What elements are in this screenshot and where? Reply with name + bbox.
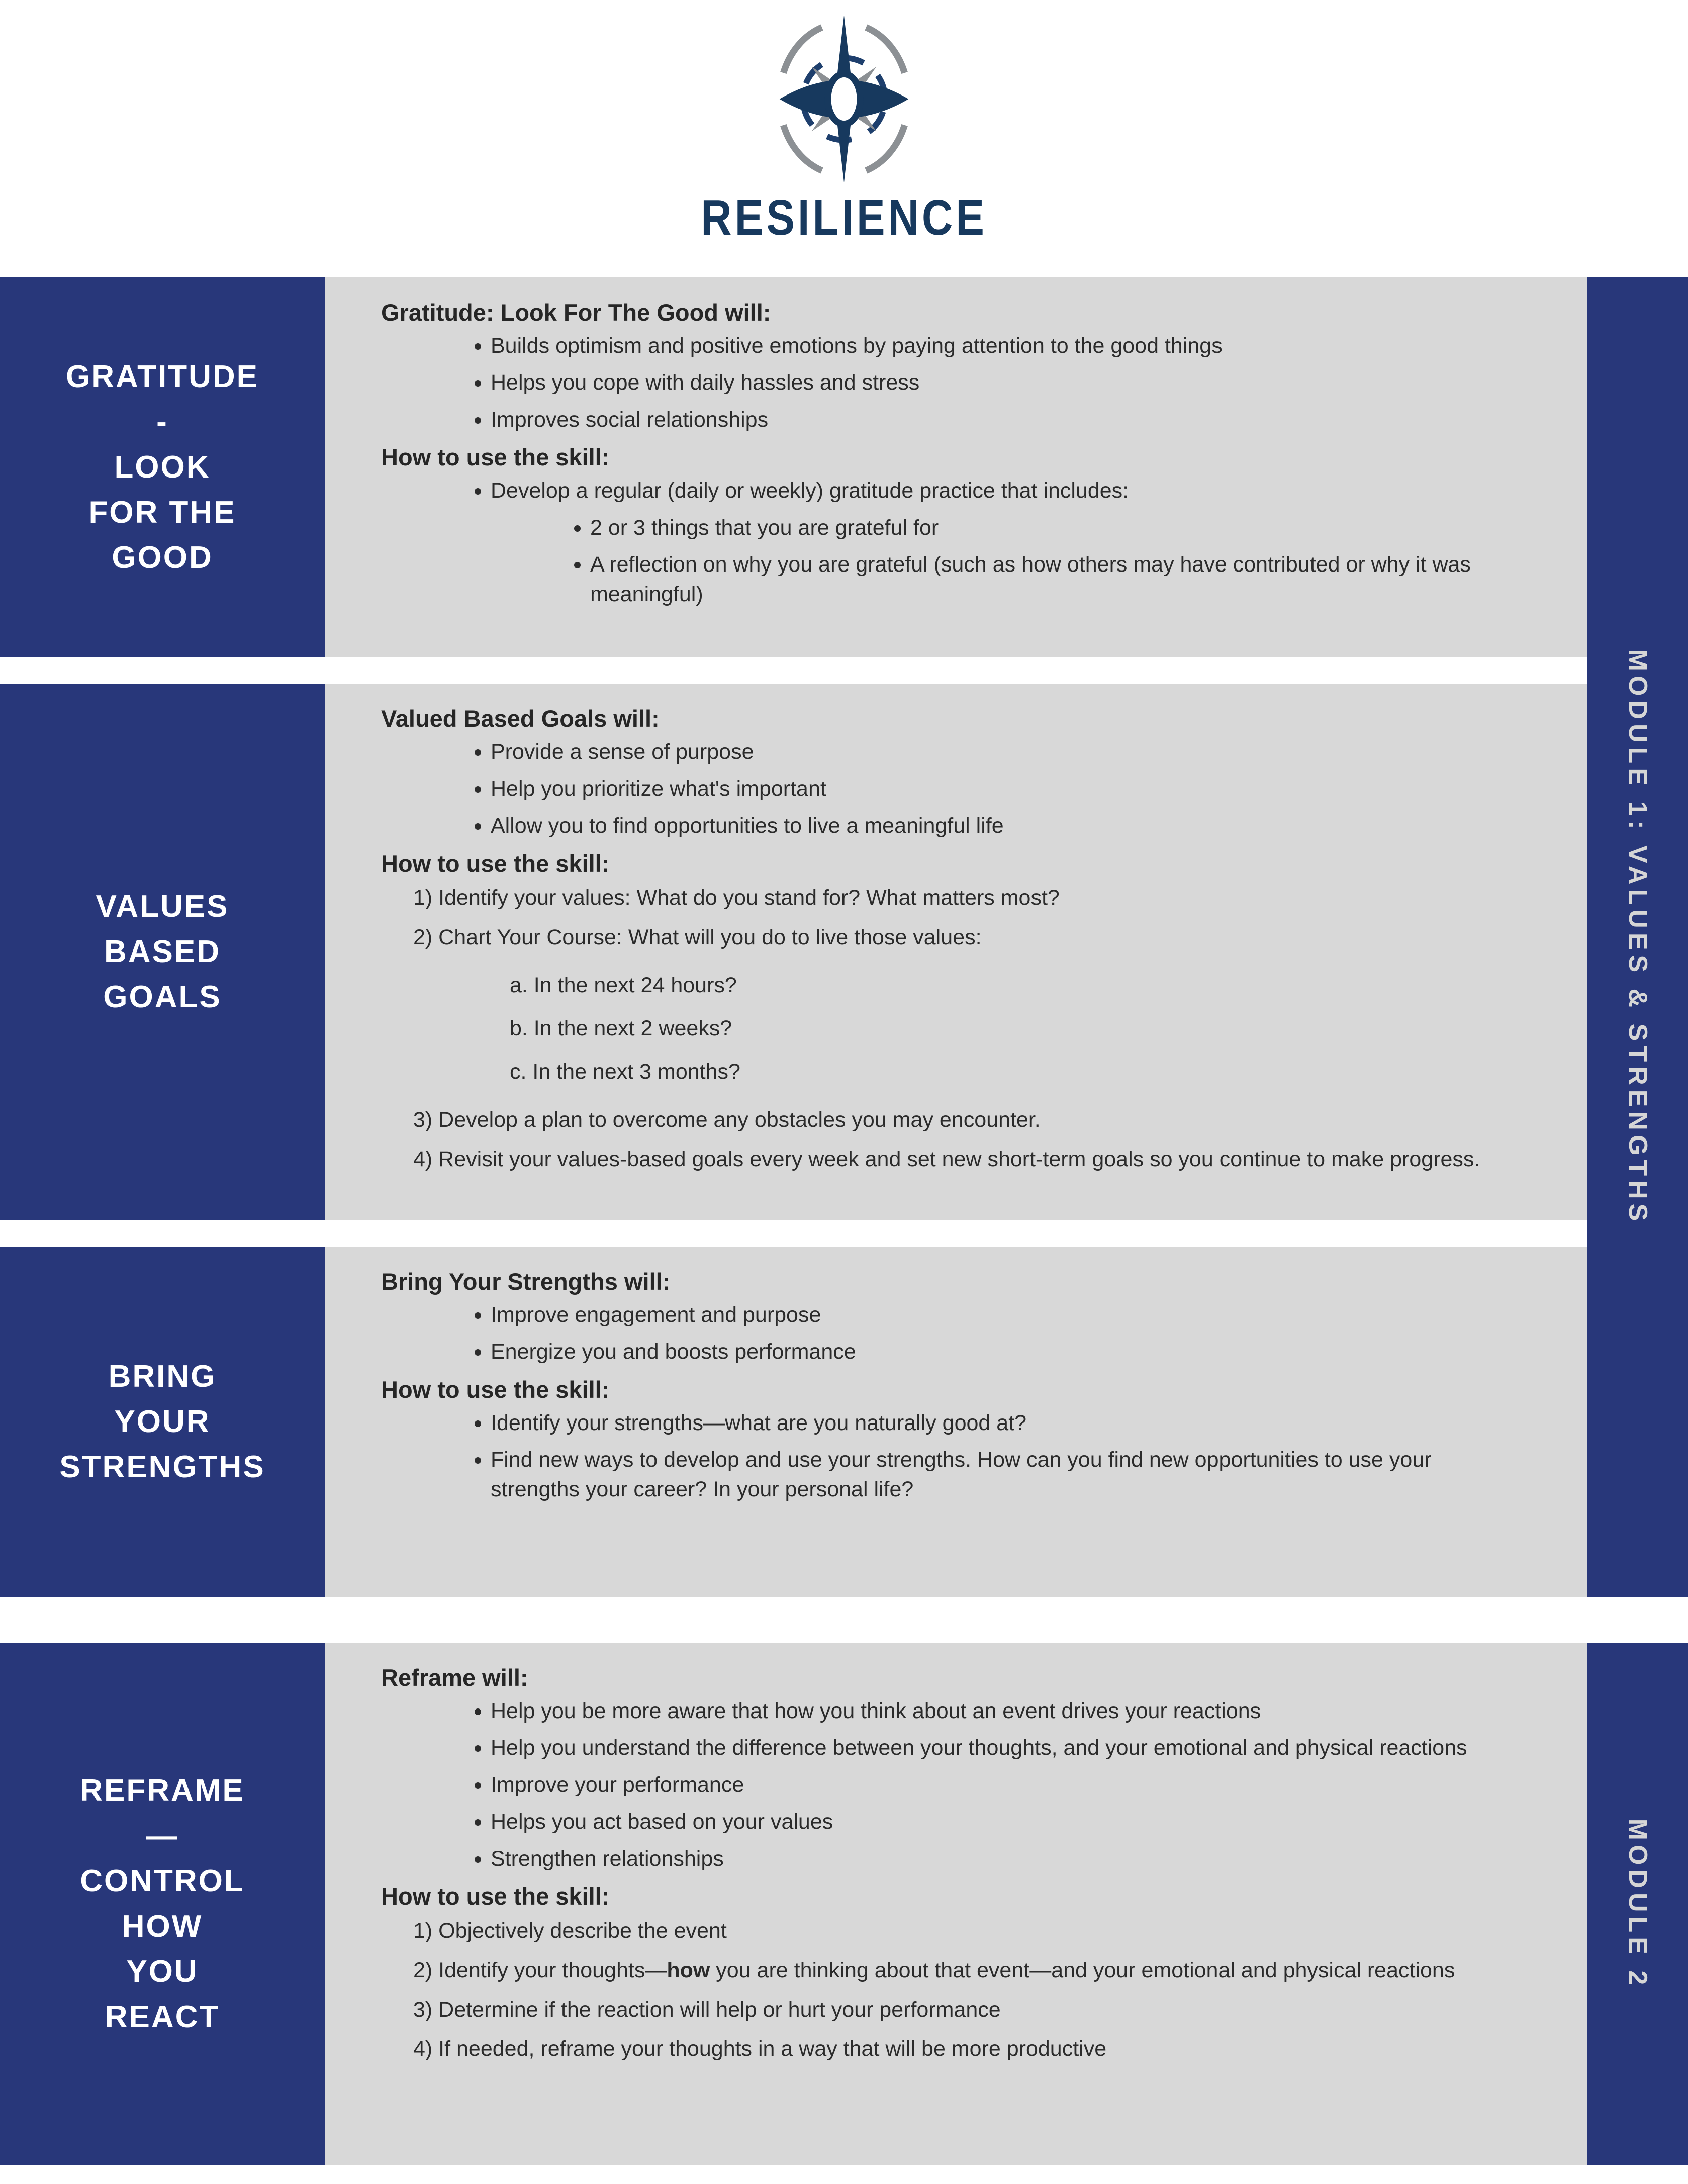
- strengths-sidebar: [0, 1247, 325, 1597]
- list-item: a. In the next 24 hours?: [510, 973, 737, 998]
- module1-label: MODULE 1: VALUES & STRENGTHS: [1623, 649, 1652, 1226]
- strengths-content-panel: [325, 1247, 1587, 1597]
- list-item: 3) Determine if the reaction will help or hurt your performance: [413, 1998, 1001, 2022]
- values-sidebar: [0, 684, 325, 1220]
- list-item: • Builds optimism and positive emotions by paying attention to the good things: [491, 331, 1522, 360]
- values-heading: Valued Based Goals will:: [381, 705, 660, 732]
- sidebar-line: BRING: [108, 1359, 217, 1394]
- sidebar-line: VALUES: [96, 889, 229, 924]
- list-item: • Improve engagement and purpose: [491, 1300, 1522, 1330]
- reframe-sidebar-label: [80, 1768, 245, 2039]
- sidebar-line: YOU: [126, 1954, 199, 1989]
- list-item: • A reflection on why you are grateful (such as how others may have contributed or why it was meaningful): [590, 550, 1522, 609]
- strengths-howto-list: [381, 1408, 1522, 1504]
- sidebar-line: LOOK: [114, 450, 211, 485]
- reframe-sidebar: [0, 1643, 325, 2165]
- list-item: c. In the next 3 months?: [510, 1060, 740, 1084]
- sidebar-line: STRENGTHS: [59, 1449, 265, 1484]
- list-item: 2) Identify your thoughts—how you are thinking about that event—and your emotional and physical reactions: [413, 1958, 1455, 1982]
- sidebar-line: GOOD: [112, 540, 213, 575]
- sidebar-line: —: [146, 1819, 179, 1854]
- list-item: • Help you prioritize what's important: [491, 774, 1522, 803]
- values-benefits-list: [381, 737, 1522, 840]
- strengths-heading: Bring Your Strengths will:: [381, 1268, 671, 1295]
- list-item: 4) If needed, reframe your thoughts in a way that will be more productive: [413, 2037, 1107, 2061]
- list-item: 1) Identify your values: What do you stand for? What matters most?: [413, 886, 1060, 910]
- section-bring-your-strengths: [0, 1247, 1688, 1597]
- list-item: b. In the next 2 weeks?: [510, 1016, 732, 1041]
- list-item: • Find new ways to develop and use your strengths. How can you find new opportunities to use your strengths your career? In your personal life?: [491, 1445, 1522, 1504]
- list-item: • Provide a sense of purpose: [491, 737, 1522, 767]
- list-item: • Improve your performance: [491, 1770, 1522, 1799]
- gratitude-howto-sublist: [491, 513, 1522, 609]
- gratitude-sidebar-label: [66, 354, 259, 580]
- list-item: • Allow you to find opportunities to live a meaningful life: [491, 811, 1522, 840]
- list-item: • Identify your strengths—what are you naturally good at?: [491, 1408, 1522, 1438]
- module2-label: MODULE 2: [1623, 1818, 1652, 1990]
- list-item: • Helps you cope with daily hassles and stress: [491, 368, 1522, 397]
- sidebar-line: HOW: [122, 1909, 203, 1944]
- sidebar-line: REFRAME: [80, 1773, 245, 1809]
- list-item: • Energize you and boosts performance: [491, 1337, 1522, 1366]
- strengths-howto-heading: How to use the skill:: [381, 1376, 610, 1403]
- gratitude-benefits-list: [381, 331, 1522, 434]
- reframe-content-panel: [325, 1643, 1587, 2165]
- list-item: 1) Objectively describe the event: [413, 1919, 727, 1943]
- reframe-heading: Reframe will:: [381, 1664, 528, 1691]
- section-values-based-goals: [0, 684, 1688, 1220]
- strengths-benefits-list: [381, 1300, 1522, 1367]
- compass-icon: [761, 11, 927, 187]
- values-steps-tail-list: [381, 1104, 1522, 1175]
- values-substeps-list: [381, 970, 1522, 1087]
- list-item: • Help you be more aware that how you think about an event drives your reactions: [491, 1696, 1522, 1726]
- list-item: • Help you understand the difference between your thoughts, and your emotional and physical reactions: [491, 1733, 1522, 1762]
- list-item: 3) Develop a plan to overcome any obstacles you may encounter.: [413, 1107, 1041, 1132]
- list-item: 2) Chart Your Course: What will you do to live those values:: [413, 925, 982, 949]
- list-item: • Develop a regular (daily or weekly) gratitude practice that includes: • 2 or 3 things that you are grateful for • A reflection on why you are grateful (such as how others may have contributed or why it was meaningful): [491, 476, 1522, 609]
- sidebar-line: -: [156, 405, 168, 440]
- list-item: • Strengthen relationships: [491, 1844, 1522, 1873]
- sidebar-line: REACT: [105, 1999, 220, 2034]
- reframe-steps-list: [381, 1915, 1522, 2064]
- list-item: 4) Revisit your values-based goals every week and set new short-term goals so you continue to make progress.: [413, 1147, 1480, 1171]
- sidebar-line: GRATITUDE: [65, 359, 259, 395]
- sidebar-line: FOR THE: [88, 495, 236, 530]
- header: [0, 11, 1688, 247]
- reframe-benefits-list: [381, 1696, 1522, 1873]
- brand-wordmark: RESILIENCE: [701, 189, 987, 246]
- sidebar-line: YOUR: [114, 1404, 211, 1440]
- sidebar-line: CONTROL: [80, 1864, 245, 1899]
- gratitude-heading: Gratitude: Look For The Good will:: [381, 299, 771, 326]
- values-steps-list: [381, 882, 1522, 953]
- list-item: • Helps you act based on your values: [491, 1807, 1522, 1836]
- list-item: • 2 or 3 things that you are grateful for: [590, 513, 1522, 542]
- values-content-panel: [325, 684, 1587, 1220]
- gratitude-howto-list: [381, 476, 1522, 609]
- list-item: • Improves social relationships: [491, 405, 1522, 434]
- sidebar-line: BASED: [104, 934, 221, 970]
- section-gratitude: [0, 277, 1688, 657]
- gratitude-howto-heading: How to use the skill:: [381, 444, 610, 471]
- values-sidebar-label: [96, 884, 229, 1020]
- strengths-sidebar-label: [59, 1354, 265, 1490]
- gratitude-sidebar: [0, 277, 325, 657]
- values-howto-heading: How to use the skill:: [381, 850, 610, 877]
- gratitude-content-panel: [325, 277, 1587, 657]
- reframe-howto-heading: How to use the skill:: [381, 1883, 610, 1910]
- sidebar-line: GOALS: [103, 979, 222, 1014]
- section-reframe: [0, 1643, 1688, 2165]
